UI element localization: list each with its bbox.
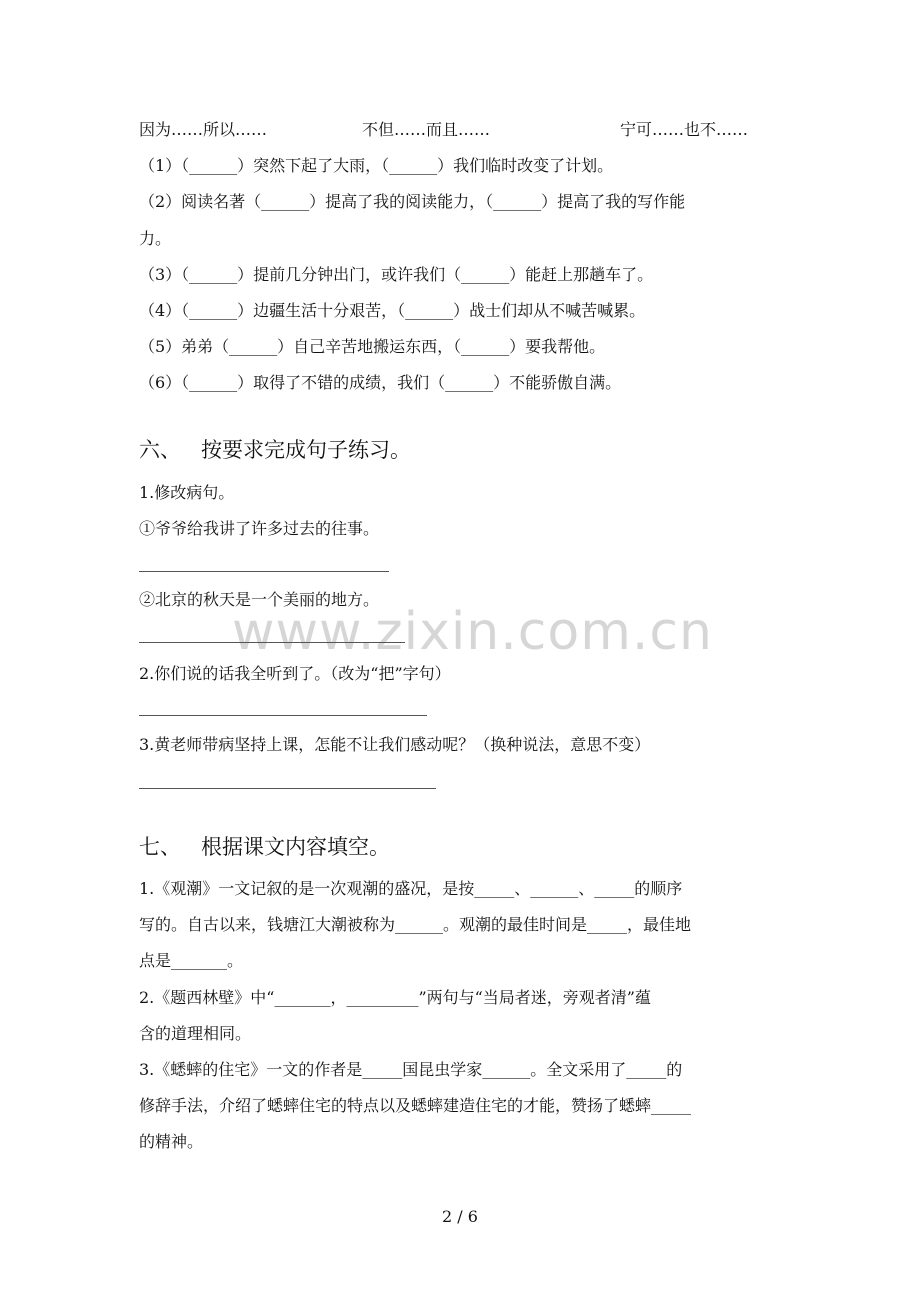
section-heading-7 [139,833,390,861]
fill-item-1: （1）（______）突然下起了大雨，（______）我们临时改变了计划。 [139,156,614,175]
question-2: 2.你们说的话我全听到了。（改为“把”字句） [139,664,451,683]
conjunction-option-2: 不但……而且…… [362,120,491,139]
recall-line-6: 3.《蟋蟀的住宅》一文的作者是_____国昆虫学家______。全文采用了_____的 [139,1060,683,1079]
section-number: 七、 [139,835,181,859]
question-1a: ①爷爷给我讲了许多过去的往事。 [139,519,380,538]
recall-line-7: 修辞手法，介绍了蟋蟀住宅的特点以及蟋蟀建造住宅的才能，赞扬了蟋蟀_____ [139,1096,692,1115]
conjunction-option-1: 因为……所以…… [139,120,268,139]
recall-line-8: 的精神。 [139,1132,204,1151]
recall-line-3: 点是_______。 [139,951,244,970]
section-heading-6 [139,436,411,464]
page-number: 2 / 6 [442,1207,478,1226]
fill-item-4: （4）（______）边疆生活十分艰苦，（______）战士们却从不喊苦喊累。 [139,301,646,320]
recall-line-1: 1.《观潮》一文记叙的是一次观潮的盛况，是按_____、______、_____的顺序 [139,879,683,898]
question-1-label: 1.修改病句。 [139,483,235,502]
recall-line-5: 含的道理相同。 [139,1024,252,1043]
answer-line [139,715,427,716]
section-title: 按要求完成句子练习。 [201,438,411,462]
fill-item-2: （2）阅读名著（______）提高了我的阅读能力，（______）提高了我的写作能 [139,192,686,211]
fill-item-6: （6）（______）取得了不错的成绩，我们（______）不能骄傲自满。 [139,373,622,392]
section-title: 根据课文内容填空。 [201,835,390,859]
section-number: 六、 [139,438,181,462]
question-1b: ②北京的秋天是一个美丽的地方。 [139,590,380,609]
watermark: www.zixin.com.cn [232,602,713,662]
fill-item-5: （5）弟弟（______）自己辛苦地搬运东西，（______）要我帮他。 [139,337,606,356]
question-3: 3.黄老师带病坚持上课，怎能不让我们感动呢？（换种说法，意思不变） [139,735,651,754]
answer-line [139,788,436,789]
answer-line [139,571,389,572]
fill-item-2-continued: 力。 [139,229,172,248]
recall-line-4: 2.《题西林壁》中“_______，_________”两句与“当局者迷，旁观者清”蕴 [139,988,651,1007]
fill-item-3: （3）（______）提前几分钟出门，或许我们（______）能赶上那趟车了。 [139,265,654,284]
answer-line [139,642,405,643]
recall-line-2: 写的。自古以来，钱塘江大潮被称为______。观潮的最佳时间是_____，最佳地 [139,915,692,934]
conjunction-option-3: 宁可……也不…… [620,120,749,139]
